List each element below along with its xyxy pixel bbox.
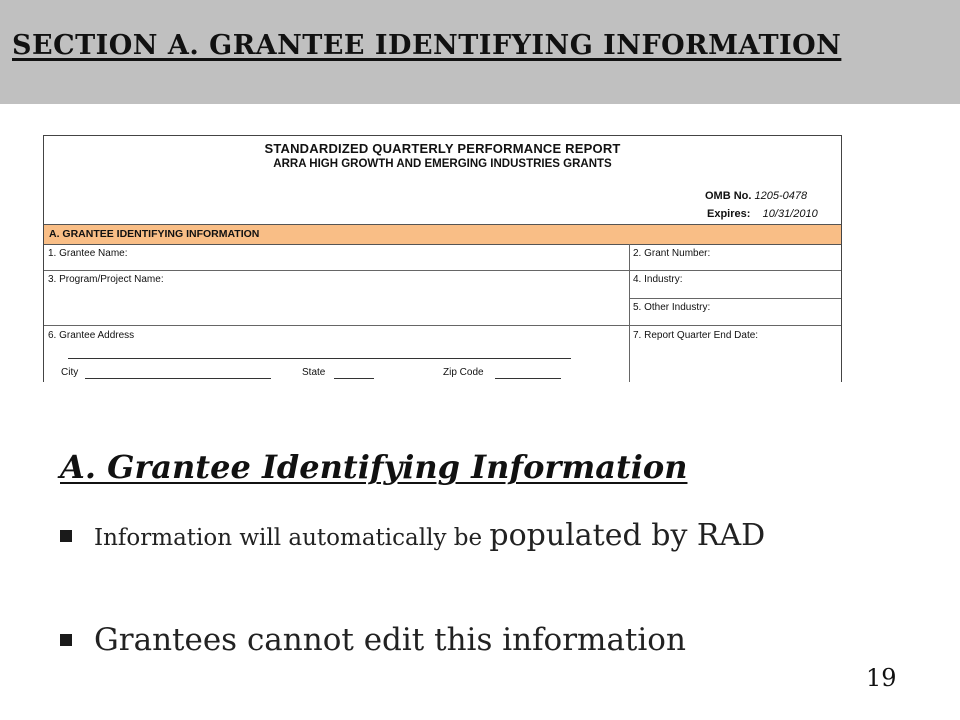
section-band-label: A. GRANTEE IDENTIFYING INFORMATION — [49, 228, 260, 240]
header-bar — [0, 0, 960, 104]
bullet1-text-b: populated — [489, 518, 642, 553]
page-number: 19 — [866, 664, 897, 692]
form-border-left — [43, 135, 44, 382]
address-line — [68, 358, 571, 359]
form-border-right — [841, 135, 842, 382]
city-line — [85, 378, 271, 379]
form-subtitle: ARRA HIGH GROWTH AND EMERGING INDUSTRIES GRANTS — [273, 158, 612, 170]
zip-line — [495, 378, 561, 379]
field-grant-number: 2. Grant Number: — [633, 248, 711, 259]
section-band — [44, 224, 841, 245]
field-other-industry: 5. Other Industry: — [633, 302, 711, 313]
omb-value: 1205-0478 — [754, 190, 808, 202]
state-line — [334, 378, 374, 379]
bullet-item-cannot-edit: Grantees cannot edit this information — [94, 622, 686, 658]
expires-value: 10/31/2010 — [762, 208, 818, 220]
field-state: State — [302, 367, 326, 378]
field-city: City — [61, 367, 79, 378]
expires-label: Expires: — [707, 208, 751, 220]
field-zip: Zip Code — [443, 367, 484, 378]
bullet-item-autopopulated — [94, 514, 894, 560]
field-industry: 4. Industry: — [633, 274, 683, 285]
form-border-top — [43, 135, 842, 136]
field-program-name: 3. Program/Project Name: — [48, 274, 164, 285]
form-column-divider — [629, 244, 630, 382]
form-row-divider — [629, 298, 841, 299]
bullet1-text-c: by RAD — [641, 518, 766, 553]
field-grantee-address: 6. Grantee Address — [48, 330, 135, 341]
form-row-divider — [44, 325, 841, 326]
bullet-icon — [60, 634, 72, 646]
bullet-icon — [60, 530, 72, 542]
omb-number — [705, 190, 807, 202]
field-report-quarter: 7. Report Quarter End Date: — [633, 330, 759, 341]
field-grantee-name: 1. Grantee Name: — [48, 248, 128, 259]
form-title: STANDARDIZED QUARTERLY PERFORMANCE REPORT — [264, 141, 621, 156]
omb-label: OMB No. — [705, 190, 752, 202]
page-title: SECTION A. GRANTEE IDENTIFYING INFORMATION — [12, 30, 842, 61]
form-image — [43, 135, 842, 382]
form-row-divider — [44, 270, 841, 271]
bullet1-text-a: Information will automatically be — [94, 525, 490, 551]
expiration-date — [707, 208, 818, 220]
section-subheading: A. Grantee Identifying Information — [60, 448, 688, 486]
